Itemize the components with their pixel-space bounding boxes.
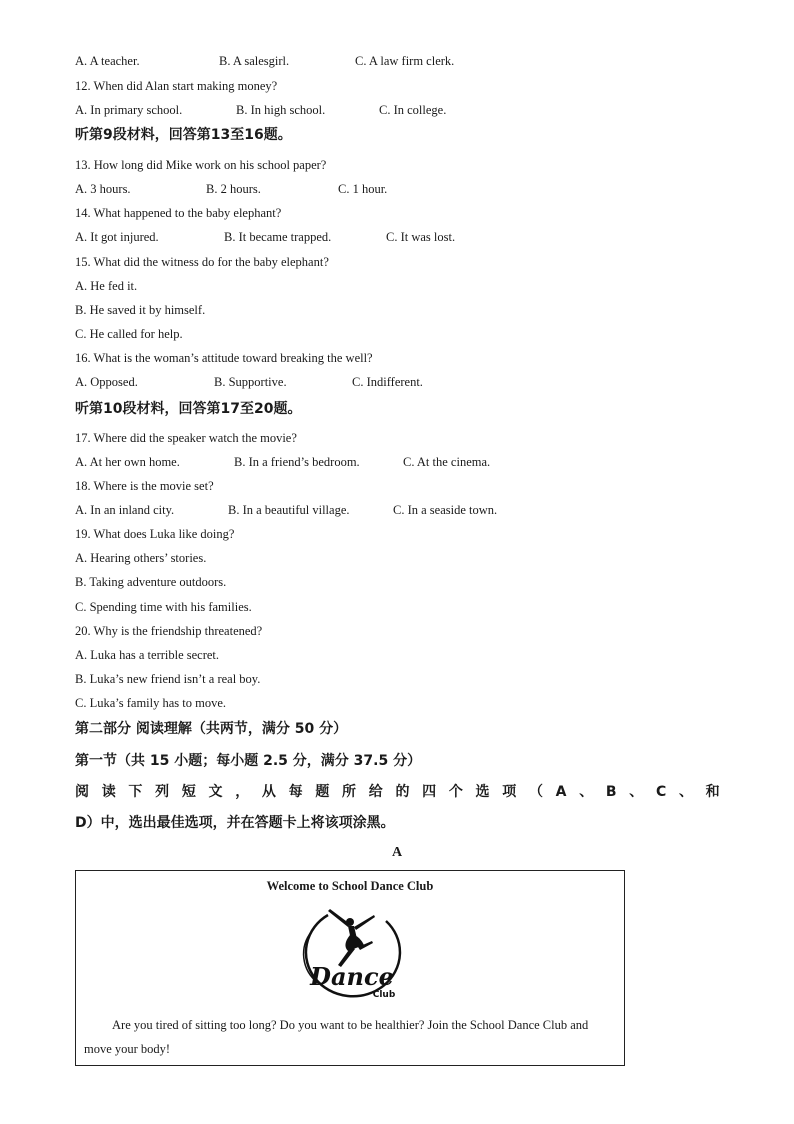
q15-option-a: A. He fed it.	[75, 279, 138, 293]
q15-question: 15. What did the witness do for the baby elephant?	[75, 255, 329, 269]
instr-char: 每	[288, 784, 303, 800]
instr-char: 从	[261, 784, 276, 800]
q12-option-b: B. In high school.	[236, 103, 326, 117]
logo-dance-text: Dance	[310, 962, 394, 991]
instr-char: 读	[101, 784, 116, 800]
instr-char: （	[528, 784, 543, 800]
q14-option-a: A. It got injured.	[75, 230, 159, 244]
instr-char: 阅	[75, 784, 89, 800]
instr-char: 四	[422, 784, 437, 800]
instruction-line-1	[75, 783, 720, 801]
q20-question: 20. Why is the friendship threatened?	[75, 624, 263, 638]
q15-option-c: C. He called for help.	[75, 327, 183, 341]
q14-option-c: C. It was lost.	[386, 230, 456, 244]
instruction-line-2: D）中，选出最佳选项，并在答题卡上将该项涂黑。	[75, 815, 395, 831]
q13-option-a: A. 3 hours.	[75, 182, 131, 196]
q19-option-b: B. Taking adventure outdoors.	[75, 575, 227, 589]
q17-option-b: B. In a friend’s bedroom.	[234, 455, 360, 469]
instr-char: 、	[579, 784, 594, 800]
q13-question: 13. How long did Mike work on his school paper?	[75, 158, 327, 172]
q18-option-a: A. In an inland city.	[75, 503, 175, 517]
q16-option-c: C. Indifferent.	[352, 375, 423, 389]
q16-question: 16. What is the woman’s attitude toward breaking the well?	[75, 351, 373, 365]
instr-char: 、	[678, 784, 693, 800]
instr-char: 所	[342, 784, 357, 800]
q12-option-a: A. In primary school.	[75, 103, 183, 117]
q20-option-b: B. Luka’s new friend isn’t a real boy.	[75, 672, 261, 686]
q17-option-a: A. At her own home.	[75, 455, 180, 469]
logo-club-text: Club	[372, 990, 396, 1000]
instr-char: 题	[315, 784, 330, 800]
section9-heading: 听第9段材料，回答第13至16题。	[75, 127, 292, 143]
q16-option-b: B. Supportive.	[214, 375, 287, 389]
dance-club-logo	[298, 905, 406, 1003]
dancer-icon	[328, 909, 375, 967]
instr-char: B	[605, 784, 617, 800]
q11-option-c: C. A law firm clerk.	[355, 54, 455, 68]
instr-char: C	[655, 784, 667, 800]
instr-char: 项	[502, 784, 517, 800]
instr-char: 文	[208, 784, 223, 800]
instr-char: 、	[629, 784, 644, 800]
q13-option-c: C. 1 hour.	[338, 182, 388, 196]
q20-option-a: A. Luka has a terrible secret.	[75, 648, 220, 662]
instr-char: 的	[395, 784, 410, 800]
instr-char: 个	[448, 784, 463, 800]
q13-option-b: B. 2 hours.	[206, 182, 261, 196]
instr-char: ，	[235, 784, 250, 800]
q14-option-b: B. It became trapped.	[224, 230, 332, 244]
instr-char: 下	[128, 784, 143, 800]
q16-option-a: A. Opposed.	[75, 375, 138, 389]
q12-question: 12. When did Alan start making money?	[75, 79, 278, 93]
passage-box	[75, 870, 625, 1066]
q17-option-c: C. At the cinema.	[403, 455, 491, 469]
instr-char: 短	[181, 784, 196, 800]
q18-option-c: C. In a seaside town.	[393, 503, 498, 517]
q18-question: 18. Where is the movie set?	[75, 479, 214, 493]
passage-body: Are you tired of sitting too long? Do you want to be healthier? Join the School Dance Club and move your body!	[84, 1018, 589, 1056]
q19-option-c: C. Spending time with his families.	[75, 600, 252, 614]
instr-char: 给	[368, 784, 383, 800]
section1-heading: 第一节（共 15 小题；每小题 2.5 分，满分 37.5 分）	[75, 753, 422, 769]
section10-heading: 听第10段材料，回答第17至20题。	[75, 401, 302, 417]
instr-char: 和	[705, 784, 720, 800]
q12-option-c: C. In college.	[379, 103, 447, 117]
passage-title: Welcome to School Dance Club	[266, 879, 434, 893]
q15-option-b: B. He saved it by himself.	[75, 303, 206, 317]
q11-option-a: A. A teacher.	[75, 54, 140, 68]
instr-char: 列	[155, 784, 170, 800]
q19-question: 19. What does Luka like doing?	[75, 527, 235, 541]
instr-char: 选	[475, 784, 490, 800]
q14-question: 14. What happened to the baby elephant?	[75, 206, 282, 220]
passage-label: A	[391, 845, 403, 860]
q19-option-a: A. Hearing others’ stories.	[75, 551, 207, 565]
q18-option-b: B. In a beautiful village.	[228, 503, 350, 517]
part2-heading: 第二部分 阅读理解（共两节，满分 50 分）	[75, 721, 348, 737]
instr-char: A	[555, 784, 567, 800]
q20-option-c: C. Luka’s family has to move.	[75, 696, 227, 710]
q17-question: 17. Where did the speaker watch the movie?	[75, 431, 297, 445]
q11-option-b: B. A salesgirl.	[219, 54, 290, 68]
